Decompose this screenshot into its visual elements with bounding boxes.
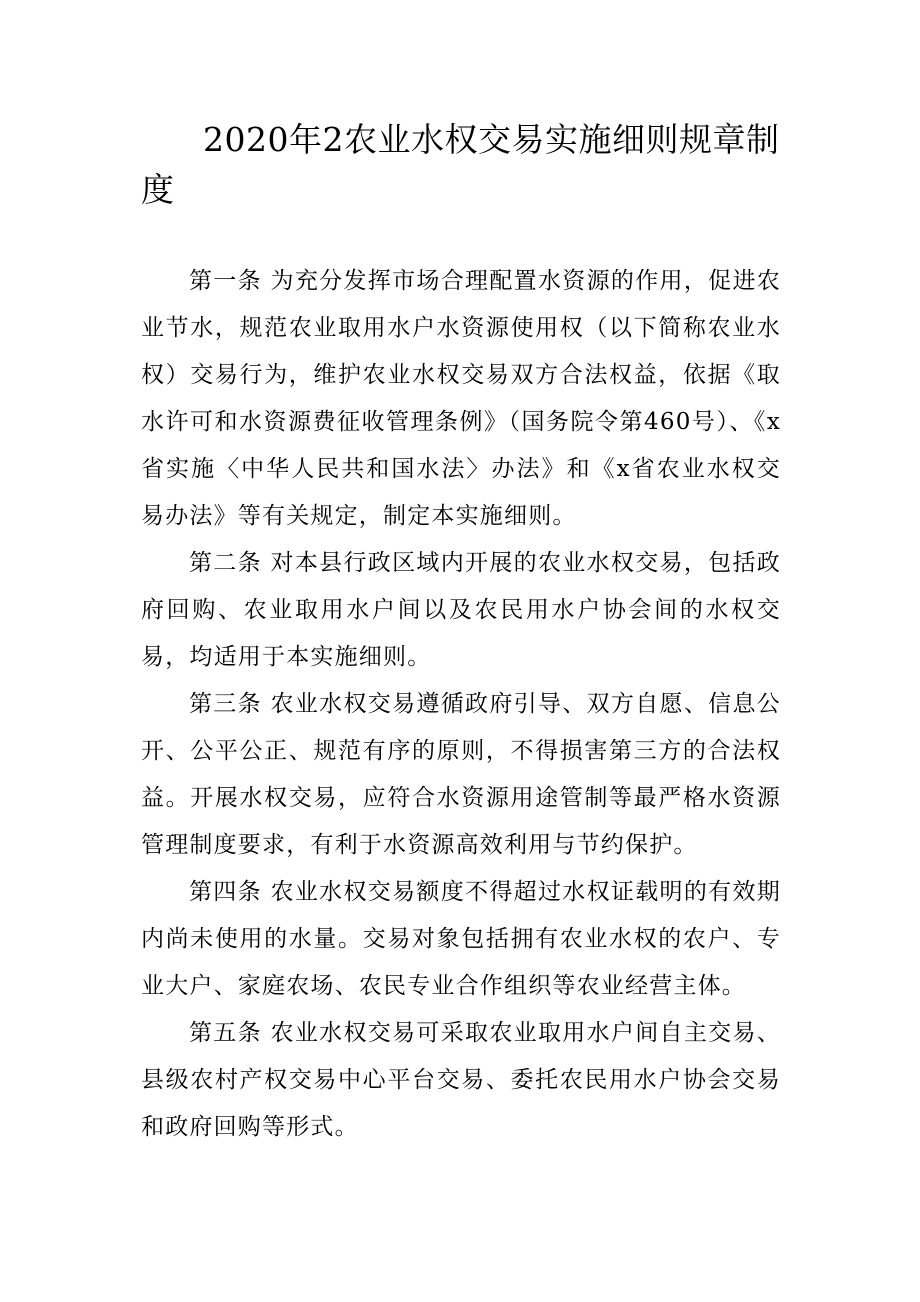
article-3-paragraph: 第三条 农业水权交易遵循政府引导、双方自愿、信息公开、公平公正、规范有序的原则，不得损害第三方的合法权益。开展水权交易，应符合水资源用途管制等最严格水资源管理制度要求，有利于水资源高效利用与节约保护。 [141,691,781,858]
document-body [141,258,781,1151]
article-5-paragraph: 第五条 农业水权交易可采取农业取用水户间自主交易、县级农村产权交易中心平台交易、委托农民用水户协会交易和政府回购等形式。 [141,1020,781,1140]
article-1-paragraph: 第一条 为充分发挥市场合理配置水资源的作用，促进农业节水，规范农业取用水户水资源使用权（以下简称农业水权）交易行为，维护农业水权交易双方合法权益，依据《取水许可和水资源费征收管理条例》（国务院令第460号）、《x省实施〈中华人民共和国水法〉办法》和《x省农业水权交易办法》等有关规定，制定本实施细则。 [141,268,781,529]
article-2-paragraph: 第二条 对本县行政区域内开展的农业水权交易，包括政府回购、农业取用水户间以及农民用水户协会间的水权交易，均适用于本实施细则。 [141,550,781,670]
document-title: 2020年2农业水权交易实施细则规章制度 [141,120,780,209]
article-4-paragraph: 第四条 农业水权交易额度不得超过水权证载明的有效期内尚未使用的水量。交易对象包括拥有农业水权的农户、专业大户、家庭农场、农民专业合作组织等农业经营主体。 [141,879,781,999]
